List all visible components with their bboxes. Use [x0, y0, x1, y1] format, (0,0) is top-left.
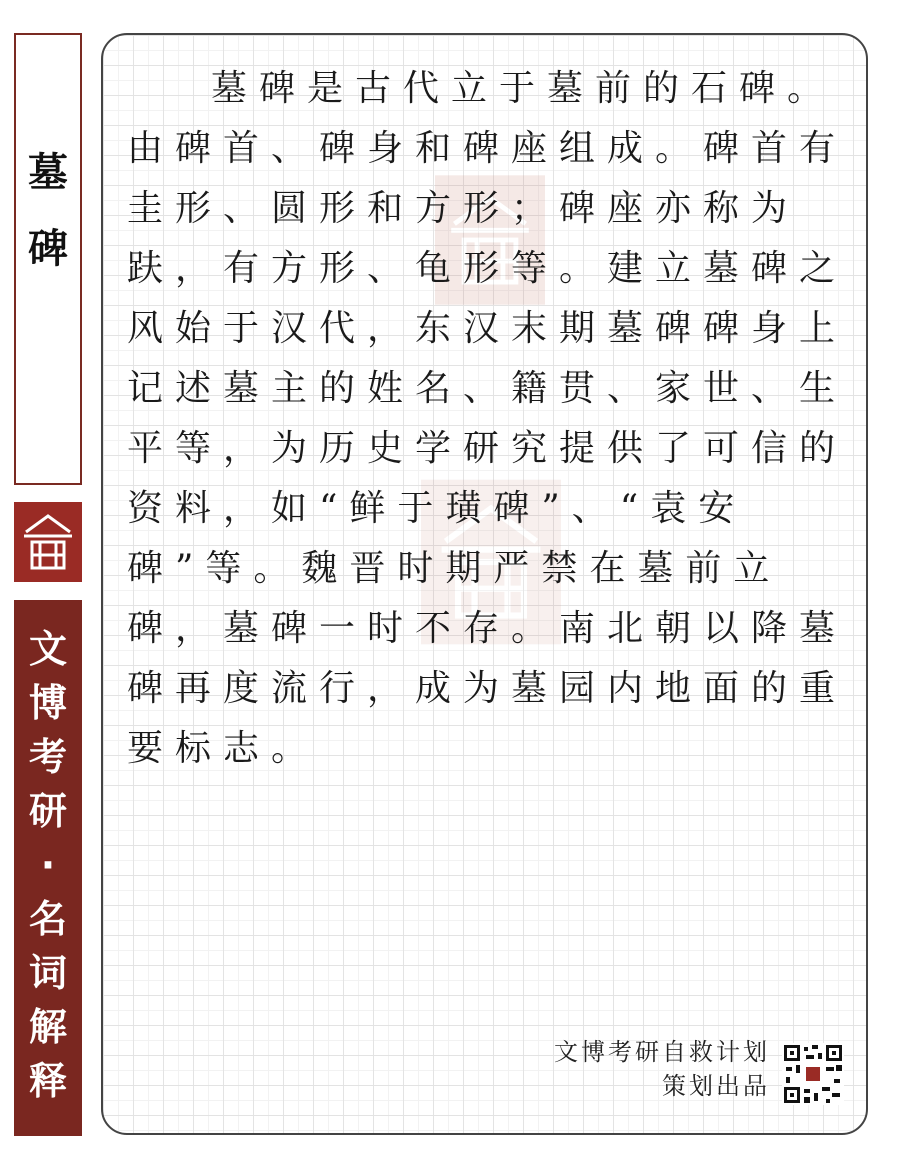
qr-code-icon: [782, 1043, 844, 1105]
credits: [554, 1035, 770, 1103]
series-char: 研: [28, 789, 67, 833]
series-char: ·: [40, 843, 56, 887]
series-label-box: [14, 600, 82, 1136]
series-char: 解: [28, 1005, 67, 1049]
series-char: 文: [28, 627, 67, 671]
article-body: 墓碑是古代立于墓前的石碑。由碑首、碑身和碑座组成。碑首有圭形、圆形和方形；碑座亦称为趺，有方形、龟形等。建立墓碑之风始于汉代，东汉末期墓碑碑身上记述墓主的姓名、籍贯、家世、生平等，为历史学研究提供了可信的资料，如“鲜于璜碑”、“袁安碑”等。魏晋时期严禁在墓前立碑，墓碑一时不存。南北朝以降墓碑再度流行，成为墓园内地面的重要标志。: [127, 68, 848, 769]
credit-line-1: 文博考研自救计划: [554, 1038, 770, 1066]
article-panel: [101, 33, 868, 1135]
title-box: [14, 33, 82, 485]
series-title: [14, 622, 82, 1108]
series-char: 名: [28, 897, 67, 941]
series-char: 释: [28, 1059, 67, 1103]
series-char: 博: [28, 681, 67, 725]
term-title-char: 碑: [28, 226, 68, 272]
term-title-char: 墓: [28, 150, 68, 196]
term-title: [16, 135, 80, 287]
series-char: 考: [28, 735, 67, 779]
seal-icon: [14, 502, 82, 582]
series-char: 词: [28, 951, 67, 995]
credit-line-2: 策划出品: [662, 1072, 770, 1100]
